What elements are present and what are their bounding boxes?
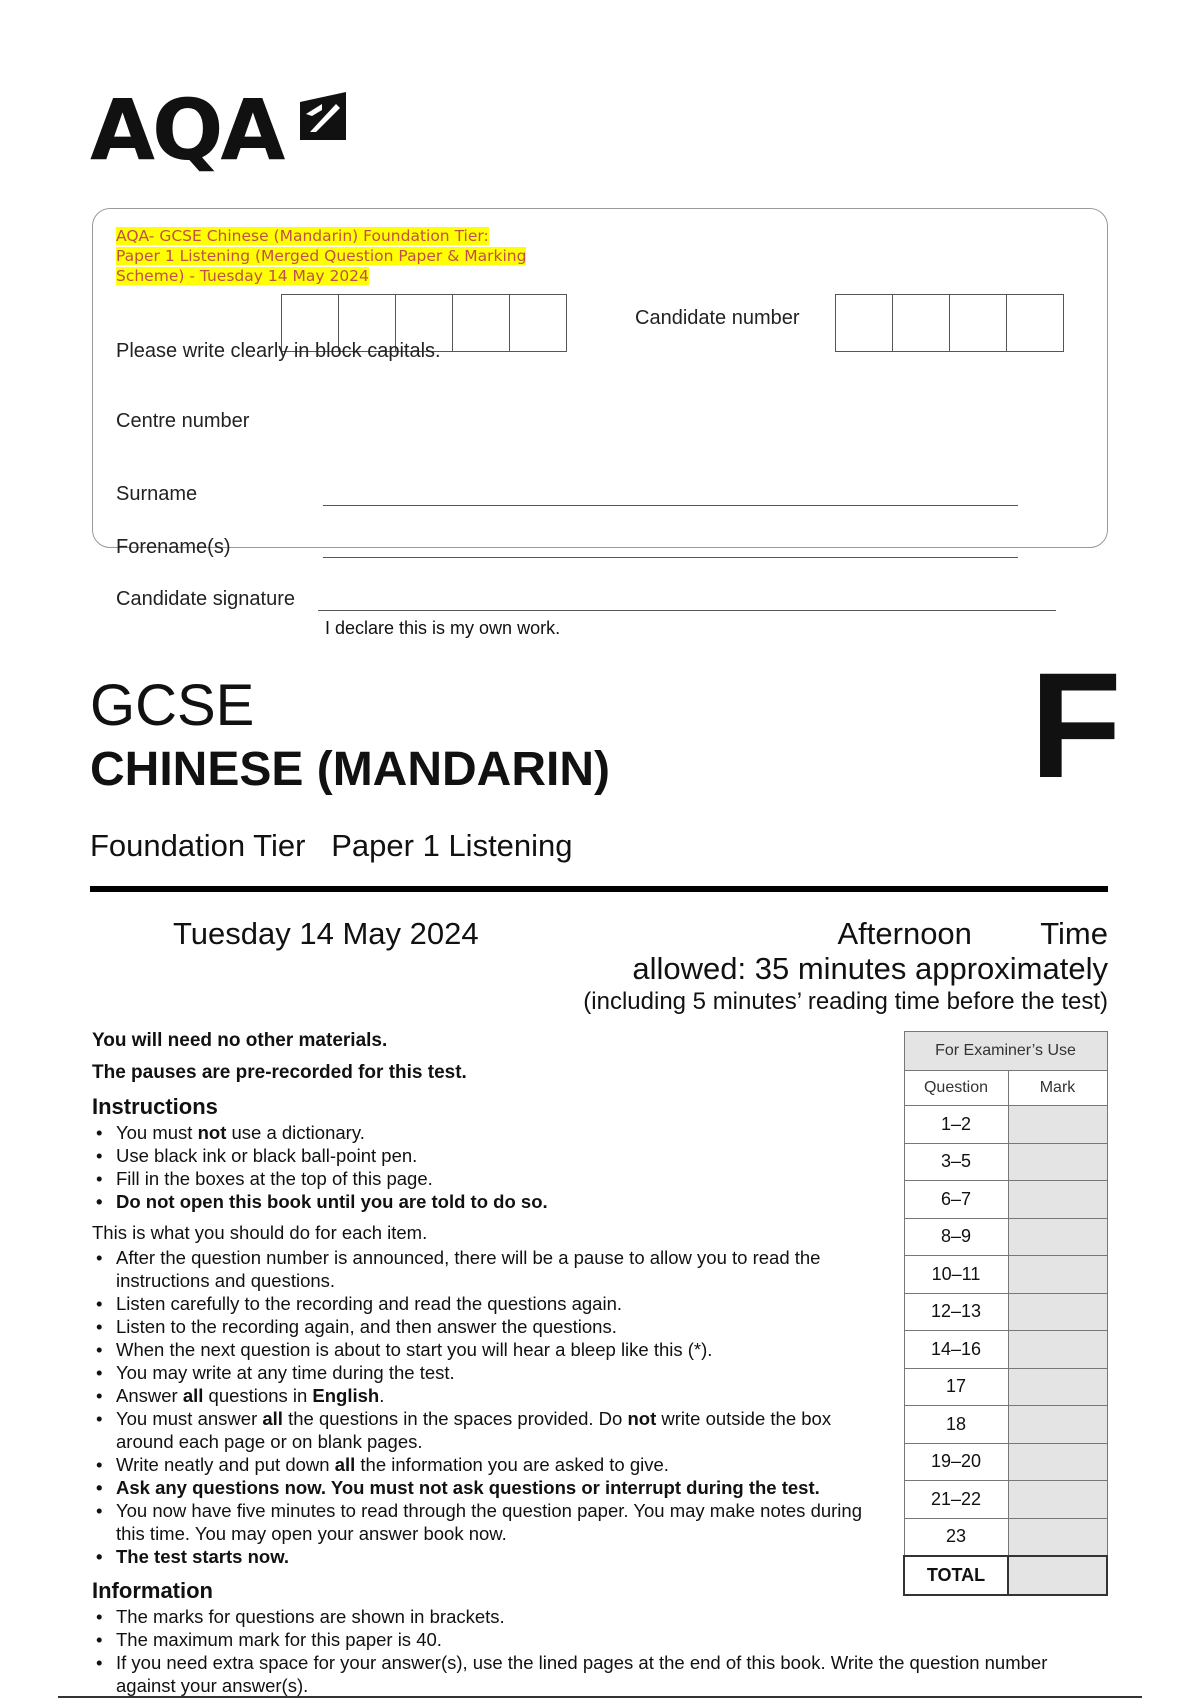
table-row	[904, 1443, 1107, 1481]
highlight-line: AQA- GCSE Chinese (Mandarin) Foundation Tier:	[116, 227, 489, 245]
question-cell: 8–9	[904, 1218, 1008, 1256]
instruction-item: • You must answer all the questions in the spaces provided. Do not write outside the box around each page or on blank pages.	[92, 1407, 892, 1453]
candidate-number-box[interactable]	[892, 294, 950, 352]
information-item: • The maximum mark for this paper is 40.	[92, 1628, 1082, 1651]
instruction-item: • You may write at any time during the test.	[92, 1361, 892, 1384]
instruction-item: • You now have five minutes to read through the question paper. You may make notes during this time. You may open your answer book now.	[92, 1499, 892, 1545]
materials-note: You will need no other materials.	[92, 1030, 388, 1051]
qualification-title: GCSE	[90, 673, 255, 738]
instruction-item: • Listen carefully to the recording and read the questions again.	[92, 1292, 892, 1315]
candidate-number-label: Candidate number	[635, 307, 800, 329]
forenames-label: Forename(s)	[116, 536, 231, 558]
page-bottom-rule	[58, 1696, 1142, 1698]
total-mark-cell[interactable]	[1008, 1556, 1107, 1595]
total-label: TOTAL	[904, 1556, 1008, 1595]
mark-cell[interactable]	[1008, 1406, 1107, 1444]
instruction-item: • Listen to the recording again, and then answer the questions.	[92, 1315, 892, 1338]
instruction-item: • Do not open this book until you are told to do so.	[92, 1190, 892, 1213]
candidate-number-box[interactable]	[949, 294, 1007, 352]
question-cell: 3–5	[904, 1143, 1008, 1181]
document-title-highlight	[116, 226, 526, 286]
question-cell: 17	[904, 1368, 1008, 1406]
mark-cell[interactable]	[1008, 1368, 1107, 1406]
question-cell: 10–11	[904, 1256, 1008, 1294]
instructions-list-2	[92, 1246, 892, 1568]
table-row	[904, 1406, 1107, 1444]
exam-session: Afternoon Time	[837, 916, 1108, 951]
candidate-number-boxes[interactable]	[836, 294, 1064, 352]
highlight-line: Paper 1 Listening (Merged Question Paper & Marking	[116, 247, 527, 265]
mark-cell[interactable]	[1008, 1481, 1107, 1519]
table-row	[904, 1143, 1107, 1181]
instruction-item: • After the question number is announced, there will be a pause to allow you to read the instructions and questions.	[92, 1246, 892, 1292]
question-cell: 12–13	[904, 1293, 1008, 1331]
subject-title: CHINESE (MANDARIN)	[90, 743, 610, 796]
instruction-item: • Answer all questions in English.	[92, 1384, 892, 1407]
centre-number-label: Centre number	[116, 410, 250, 432]
block-capitals-instruction: Please write clearly in block capitals.	[116, 340, 441, 362]
question-column-header: Question	[904, 1071, 1008, 1106]
instruction-item: • Use black ink or black ball-point pen.	[92, 1144, 892, 1167]
examiner-table-title: For Examiner’s Use	[904, 1032, 1107, 1071]
instructions-list-1	[92, 1121, 892, 1213]
question-cell: 23	[904, 1518, 1008, 1556]
tier-letter: F	[1030, 641, 1122, 809]
candidate-number-box[interactable]	[835, 294, 893, 352]
mark-cell[interactable]	[1008, 1256, 1107, 1294]
mark-column-header: Mark	[1008, 1071, 1107, 1106]
mark-cell[interactable]	[1008, 1218, 1107, 1256]
instruction-item: • Fill in the boxes at the top of this page.	[92, 1167, 892, 1190]
question-cell: 6–7	[904, 1181, 1008, 1219]
instruction-item: • When the next question is about to start you will hear a bleep like this (*).	[92, 1338, 892, 1361]
centre-number-box[interactable]	[452, 294, 510, 352]
tier-paper-title: Foundation Tier Paper 1 Listening	[90, 828, 573, 863]
mark-cell[interactable]	[1008, 1181, 1107, 1219]
table-row	[904, 1481, 1107, 1519]
surname-label: Surname	[116, 483, 198, 505]
table-row	[904, 1181, 1107, 1219]
mark-cell[interactable]	[1008, 1293, 1107, 1331]
mark-cell[interactable]	[1008, 1443, 1107, 1481]
candidate-number-box[interactable]	[1006, 294, 1064, 352]
time-allowed: allowed: 35 minutes approximately	[632, 951, 1108, 986]
mark-cell[interactable]	[1008, 1331, 1107, 1369]
signature-label: Candidate signature	[116, 588, 296, 610]
table-row	[904, 1106, 1107, 1144]
question-cell: 14–16	[904, 1331, 1008, 1369]
question-cell: 18	[904, 1406, 1008, 1444]
centre-number-box[interactable]	[509, 294, 567, 352]
mark-cell[interactable]	[1008, 1143, 1107, 1181]
instruction-item: • You must not use a dictionary.	[92, 1121, 892, 1144]
surname-field[interactable]	[323, 504, 1018, 506]
table-row	[904, 1368, 1107, 1406]
information-list	[92, 1605, 1082, 1697]
declaration-text: I declare this is my own work.	[325, 618, 561, 638]
forenames-field[interactable]	[323, 556, 1018, 558]
table-row	[904, 1218, 1107, 1256]
pauses-note: The pauses are pre-recorded for this test.	[92, 1062, 467, 1083]
information-item: • If you need extra space for your answer(s), use the lined pages at the end of this book. Write the question number against your answer(s).	[92, 1651, 1082, 1697]
mark-cell[interactable]	[1008, 1106, 1107, 1144]
table-row	[904, 1518, 1107, 1556]
examiner-use-table	[903, 1031, 1108, 1596]
exam-date: Tuesday 14 May 2024	[173, 916, 479, 951]
highlight-line: Scheme) - Tuesday 14 May 2024	[116, 267, 369, 285]
question-cell: 1–2	[904, 1106, 1008, 1144]
table-row	[904, 1256, 1107, 1294]
table-row	[904, 1293, 1107, 1331]
question-cell: 19–20	[904, 1443, 1008, 1481]
reading-time-note: (including 5 minutes’ reading time before the test)	[583, 988, 1108, 1015]
mark-cell[interactable]	[1008, 1518, 1107, 1556]
divider	[90, 886, 1108, 892]
instruction-item: • Ask any questions now. You must not ask questions or interrupt during the test.	[92, 1476, 892, 1499]
instructions-heading: Instructions	[92, 1094, 218, 1119]
information-heading: Information	[92, 1578, 213, 1603]
aqa-logo-mark-icon	[296, 92, 352, 148]
signature-field[interactable]	[318, 609, 1056, 611]
item-instructions-intro: This is what you should do for each item.	[92, 1222, 428, 1243]
total-row	[904, 1556, 1107, 1595]
question-cell: 21–22	[904, 1481, 1008, 1519]
information-item: • The marks for questions are shown in brackets.	[92, 1605, 1082, 1628]
aqa-logo: AQA	[90, 81, 283, 179]
table-row	[904, 1331, 1107, 1369]
instruction-item: • Write neatly and put down all the information you are asked to give.	[92, 1453, 892, 1476]
instruction-item: • The test starts now.	[92, 1545, 892, 1568]
